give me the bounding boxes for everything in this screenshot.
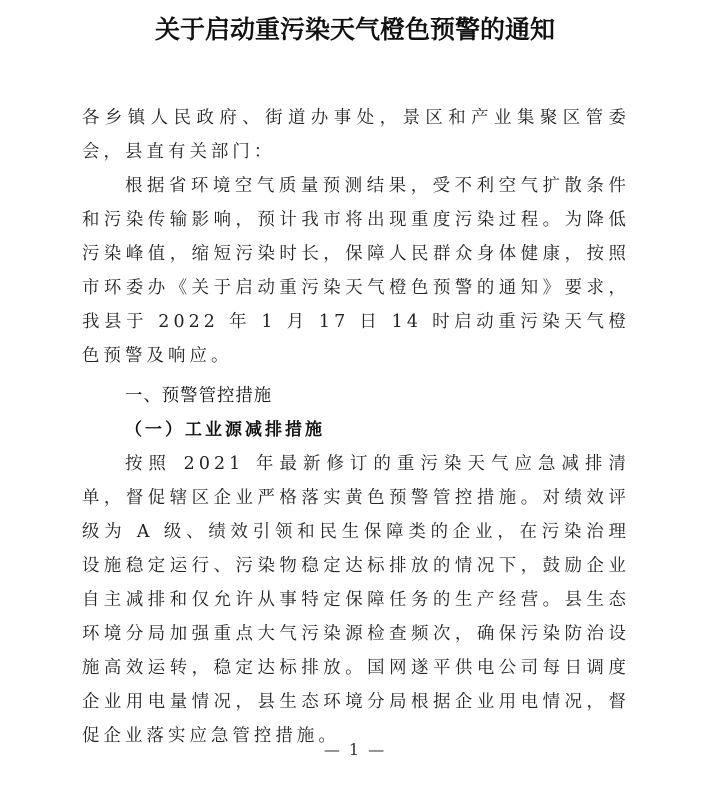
document-body — [82, 101, 630, 753]
section-heading: 一、预警管控措施 — [125, 386, 273, 406]
paragraph: 按照 2021 年最新修订的重污染天气应急减排清单，督促辖区企业严格落实黄色预警管控措施。对绩效评级为 A 级、绩效引领和民生保障类的企业，在污染治理设施稳定运行、污染物稳定达标排放的情况下，鼓励企业自主减排和仅允许从事特定保障任务的生产经营。县生态环境分局加强重点大气污染源检查频次，确保污染防治设施高效运转，稳定达标排放。国网遂平供电公司每日调度企业用电量情况，县生态环境分局根据企业用电情况，督促企业落实应急管控措施。 — [82, 454, 630, 746]
page-number: — 1 — — [323, 740, 387, 759]
salutation: 各乡镇人民政府、街道办事处，景区和产业集聚区管委会，县直有关部门： — [82, 108, 630, 162]
document-title: 关于启动重污染天气橙色预警的通知 — [154, 15, 555, 44]
subsection-heading: （一）工业源减排措施 — [125, 420, 325, 440]
paragraph: 根据省环境空气质量预测结果，受不利空气扩散条件和污染传输影响，预计我市将出现重度污染过程。为降低污染峰值，缩短污染时长，保障人民群众身体健康，按照市环委办《关于启动重污染天气橙色预警的通知》要求，我县于 2022 年 1 月 17 日 14 时启动重污染天气橙色预警及响应。 — [82, 176, 630, 366]
